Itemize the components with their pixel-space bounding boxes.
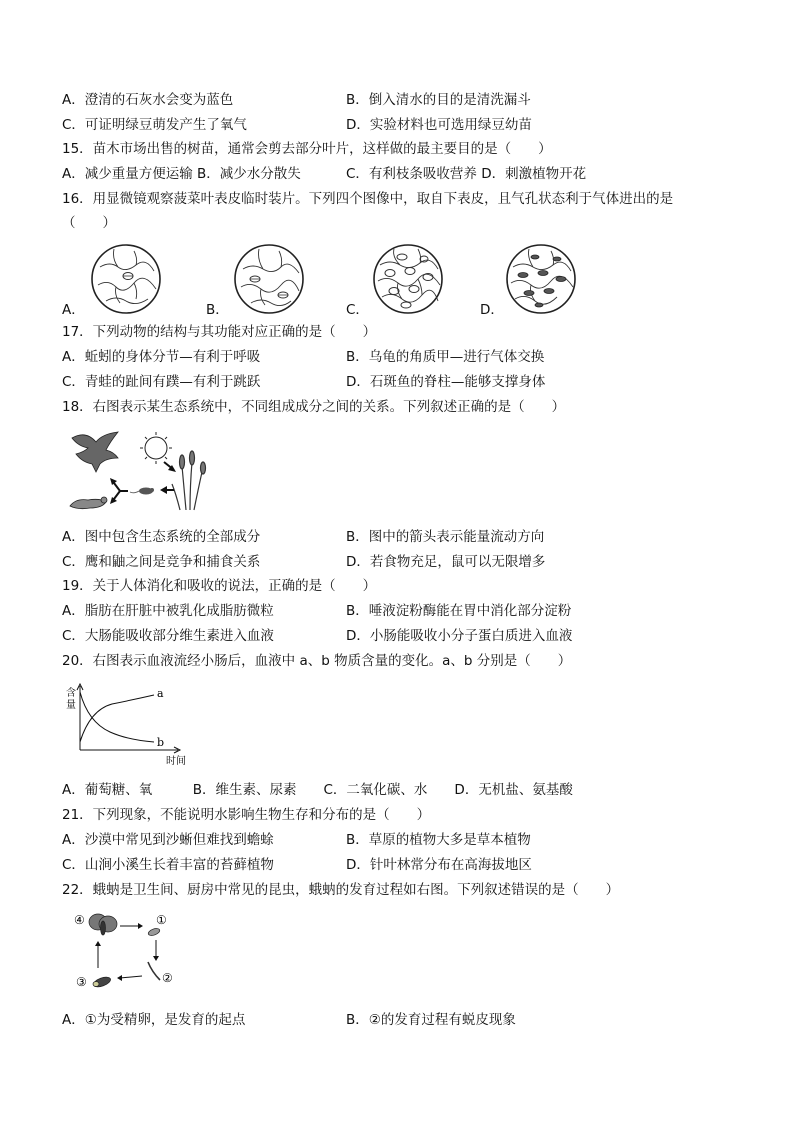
q19-option-c: C．大肠能吸收部分维生素进入血液 — [62, 628, 274, 644]
q16-paren: （ ） — [62, 215, 116, 231]
curve-a-label: a — [157, 687, 164, 700]
larva-icon — [148, 962, 160, 980]
stage-4-label: ④ — [74, 913, 85, 927]
q15-options-cd: C．有利枝条吸收营养 D．刺激植物开花 — [346, 166, 587, 182]
q14-option-c: C．可证明绿豆萌发产生了氧气 — [62, 117, 247, 133]
microscope-view-d — [505, 243, 577, 315]
q15-stem: 15．苗木市场出售的树苗，通常会剪去部分叶片，这样做的最主要目的是（ ） — [62, 141, 552, 157]
q19-option-a: A．脂肪在肝脏中被乳化成脂肪微粒 — [62, 603, 274, 619]
q17-stem: 17．下列动物的结构与其功能对应正确的是（ ） — [62, 324, 377, 340]
stage-1-label: ① — [156, 913, 167, 927]
q20-stem: 20．右图表示血液流经小肠后，血液中 a、b 物质含量的变化。a、b 分别是（ ） — [62, 653, 572, 669]
mouse-icon — [130, 488, 154, 495]
q21-option-d: D．针叶林常分布在高海拔地区 — [346, 857, 532, 873]
egg-icon — [147, 927, 160, 937]
q15-options-ab: A．减少重量方便运输 B．减少水分散失 — [62, 166, 301, 182]
q21-option-c: C．山涧小溪生长着丰富的苔藓植物 — [62, 857, 274, 873]
q14-option-d: D．实验材料也可选用绿豆幼苗 — [346, 117, 532, 133]
sun-icon — [140, 432, 172, 464]
q16-label-d: D． — [480, 302, 504, 318]
q19-option-d: D．小肠能吸收小分子蛋白质进入血液 — [346, 628, 573, 644]
adult-moth-fly-icon — [89, 914, 117, 935]
q16-label-b: B． — [206, 302, 229, 318]
weasel-icon — [70, 497, 107, 509]
curve-b-label: b — [157, 736, 165, 749]
graph-ylabel-2: 量 — [66, 700, 76, 711]
stage-3-label: ③ — [76, 975, 87, 989]
q20-options: A．葡萄糖、氧 B．维生素、尿素 C．二氧化碳、水 D．无机盐、氨基酸 — [62, 782, 573, 798]
q21-option-b: B．草原的植物大多是草本植物 — [346, 832, 531, 848]
q18-option-a: A．图中包含生态系统的全部成分 — [62, 529, 261, 545]
microscope-view-a — [90, 243, 162, 315]
q16-label-c: C． — [346, 302, 369, 318]
pupa-icon — [92, 975, 112, 989]
q19-option-b: B．唾液淀粉酶能在胃中消化部分淀粉 — [346, 603, 572, 619]
plant-icon — [172, 451, 206, 510]
eagle-icon — [72, 432, 118, 472]
stage-2-label: ② — [162, 971, 173, 985]
q17-option-a: A．蚯蚓的身体分节—有利于呼吸 — [62, 349, 261, 365]
q21-stem: 21．下列现象，不能说明水影响生物生存和分布的是（ ） — [62, 807, 431, 823]
q22-option-b: B．②的发育过程有蜕皮现象 — [346, 1012, 516, 1028]
graph-xlabel: 时间 — [166, 756, 186, 767]
q14-option-b: B．倒入清水的目的是清洗漏斗 — [346, 92, 531, 108]
q18-option-b: B．图中的箭头表示能量流动方向 — [346, 529, 545, 545]
q16-label-a: A． — [62, 302, 85, 318]
graph-ylabel-1: 含 — [66, 688, 76, 699]
q22-stem: 22．蛾蚋是卫生间、厨房中常见的昆虫，蛾蚋的发育过程如右图。下列叙述错误的是（ ） — [62, 882, 620, 898]
q18-stem: 18．右图表示某生态系统中，不同组成成分之间的关系。下列叙述正确的是（ ） — [62, 399, 566, 415]
q17-option-b: B．乌龟的角质甲—进行气体交换 — [346, 349, 545, 365]
ecosystem-figure — [66, 428, 212, 516]
q21-option-a: A．沙漠中常见到沙蜥但难找到蟾蜍 — [62, 832, 274, 848]
microscope-view-b — [233, 243, 305, 315]
q17-option-c: C．青蛙的趾间有蹼—有利于跳跃 — [62, 374, 261, 390]
q18-option-c: C．鹰和鼬之间是竞争和捕食关系 — [62, 554, 261, 570]
q20-graph — [62, 682, 192, 768]
moth-fly-lifecycle-figure — [70, 910, 182, 994]
q16-stem: 16．用显微镜观察菠菜叶表皮临时装片。下列四个图像中，取自下表皮，且气孔状态利于气体进出的是 — [62, 191, 674, 207]
q14-option-a: A．澄清的石灰水会变为蓝色 — [62, 92, 234, 108]
q18-option-d: D．若食物充足，鼠可以无限增多 — [346, 554, 546, 570]
q17-option-d: D．石斑鱼的脊柱—能够支撑身体 — [346, 374, 546, 390]
q22-option-a: A．①为受精卵，是发育的起点 — [62, 1012, 246, 1028]
microscope-view-c — [372, 243, 444, 315]
q19-stem: 19．关于人体消化和吸收的说法，正确的是（ ） — [62, 578, 377, 594]
